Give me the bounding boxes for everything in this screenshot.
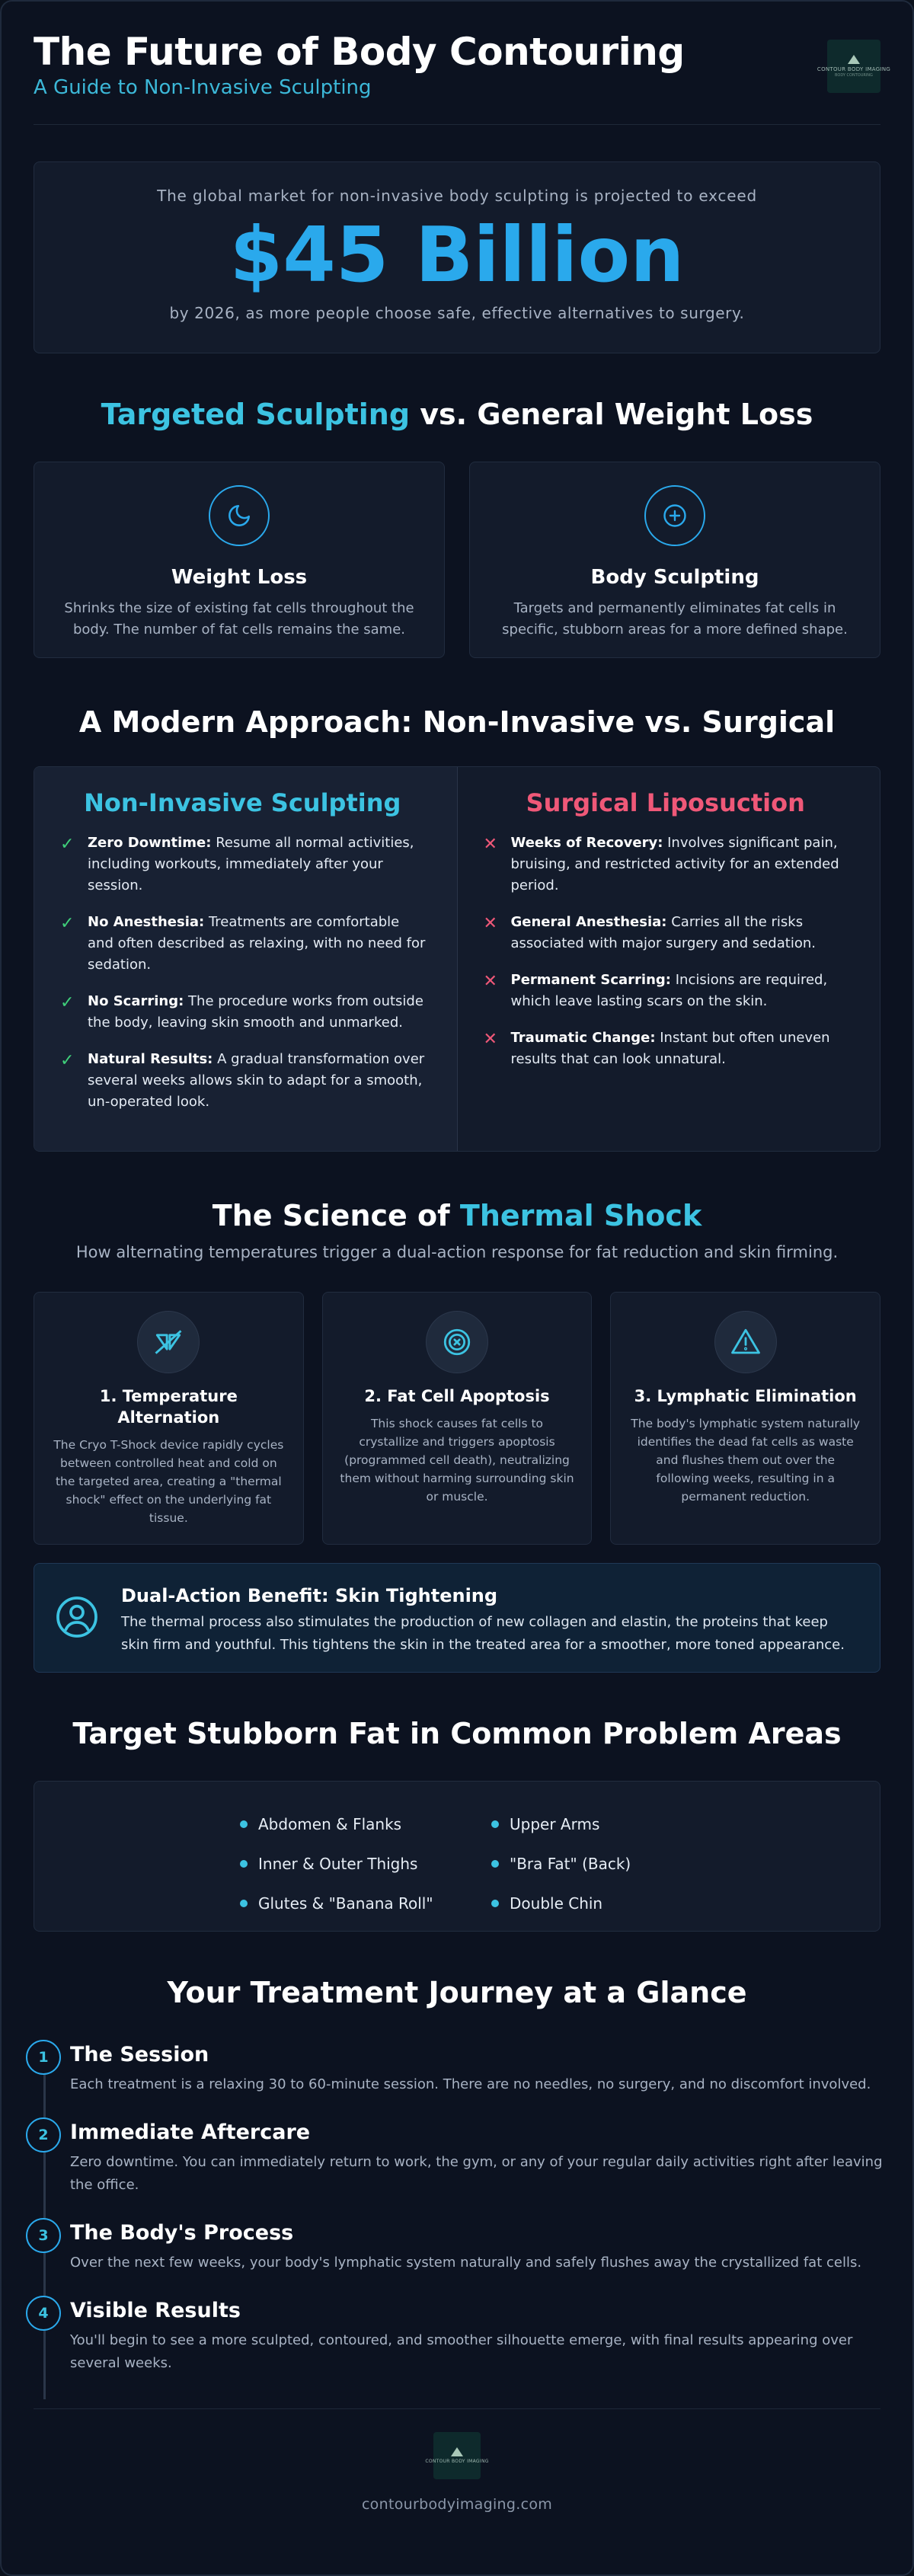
area-item — [491, 1804, 674, 1844]
surgical-item — [481, 912, 852, 954]
bullet-dot-icon — [491, 1820, 499, 1828]
science-title-pre: The Science of — [212, 1199, 460, 1232]
logo-mountain-icon — [848, 55, 860, 64]
areas-title: Target Stubborn Fat in Common Problem Areas — [72, 1717, 842, 1750]
non-invasive-desc: The procedure works from outside the body, leaving skin smooth and unmarked. — [88, 993, 423, 1031]
surgical-desc: Incisions are required, which leave lasting scars on the skin. — [510, 972, 828, 1009]
non-invasive-text — [88, 833, 428, 896]
step-desc-lymphatic: The body's lymphatic system naturally identifies the dead fat cells as waste and flushes them out over the following weeks, resulting in a permanent reduction. — [631, 1417, 861, 1504]
non-invasive-item — [57, 991, 428, 1034]
step-title-apoptosis: 2. Fat Cell Apoptosis — [364, 1387, 550, 1405]
step-desc: You'll begin to see a more sculpted, contoured, and smoother silhouette emerge, with final results appearing over several weeks. — [70, 2332, 853, 2371]
step-desc-apoptosis: This shock causes fat cells to crystallize and triggers apoptosis (programmed cell death), neutralizing them without harming surrounding skin or muscle. — [340, 1417, 574, 1504]
comparison-title-accent: Targeted Sculpting — [101, 398, 411, 431]
market-figure: $45 Billion — [229, 210, 685, 299]
area-item — [491, 1884, 674, 1923]
non-invasive-text — [88, 991, 428, 1034]
logo-text: CONTOUR BODY IMAGING — [817, 66, 891, 72]
step-card-temperature — [34, 1292, 304, 1545]
check-icon: ✓ — [60, 835, 75, 854]
step-card-apoptosis — [322, 1292, 593, 1545]
surgical-text — [511, 970, 852, 1012]
step-number-badge: 2 — [26, 2117, 61, 2153]
body-sculpting-card — [469, 462, 880, 658]
non-invasive-list — [57, 833, 428, 1113]
step-title: The Body's Process — [70, 2221, 294, 2245]
surgical-item — [481, 833, 852, 896]
market-intro: The global market for non-invasive body sculpting is projected to exceed — [157, 187, 757, 205]
surgical-desc: Involves significant pain, bruising, and restricted activity for an extended period. — [510, 835, 839, 893]
step-desc: Each treatment is a relaxing 30 to 60-minute session. There are no needles, no surgery, and no discomfort involved. — [70, 2076, 871, 2092]
surgical-text — [511, 1028, 852, 1070]
footer-logo[interactable] — [425, 2432, 489, 2479]
page-title: The Future of Body Contouring — [34, 30, 685, 74]
science-steps-row — [34, 1292, 880, 1545]
timeline-step — [26, 2296, 880, 2375]
step-title-lymphatic: 3. Lymphatic Elimination — [634, 1387, 857, 1405]
surgical-desc: Instant but often uneven results that can look unnatural. — [510, 1030, 830, 1067]
step-desc-temperature: The Cryo T-Shock device rapidly cycles between controlled heat and cold on the targeted area, creating a "thermal shock" effect on the underlying fat tissue. — [53, 1438, 284, 1525]
non-invasive-item — [57, 833, 428, 896]
area-item — [240, 1804, 455, 1844]
non-invasive-item — [57, 912, 428, 976]
timeline-step — [26, 2117, 883, 2197]
surgical-text — [511, 833, 852, 896]
plus-circle-icon — [644, 485, 705, 546]
area-label: "Bra Fat" (Back) — [510, 1855, 631, 1873]
footer-logo-text: CONTOUR BODY IMAGING — [425, 2459, 489, 2464]
surgical-label: Traumatic Change: — [510, 1030, 656, 1046]
bullet-dot-icon — [491, 1900, 499, 1907]
bullet-dot-icon — [240, 1860, 248, 1868]
flip-arrows-icon — [137, 1311, 200, 1373]
surgical-desc: Carries all the risks associated with major surgery and sedation. — [510, 914, 816, 951]
non-invasive-desc: A gradual transformation over several weeks allows skin to adapt for a smooth, un-operated look. — [88, 1051, 425, 1110]
non-invasive-heading: Non-Invasive Sculpting — [84, 788, 401, 817]
cross-icon: ✕ — [483, 914, 497, 933]
alert-triangle-icon — [714, 1311, 777, 1373]
approach-comparison-card — [34, 766, 880, 1152]
non-invasive-text — [88, 1049, 428, 1113]
area-label: Inner & Outer Thighs — [258, 1855, 418, 1873]
body-sculpting-title: Body Sculpting — [590, 566, 759, 589]
areas-right-column — [491, 1804, 674, 1931]
area-label: Double Chin — [510, 1894, 603, 1913]
surgical-item — [481, 1028, 852, 1070]
science-title-accent: Thermal Shock — [459, 1199, 702, 1232]
area-item — [240, 1844, 455, 1884]
bullet-dot-icon — [240, 1900, 248, 1907]
surgical-list — [481, 833, 852, 1070]
area-item — [240, 1884, 455, 1923]
logo-tagline: BODY CONTOURING — [835, 73, 873, 78]
cross-icon: ✕ — [483, 835, 497, 854]
step-title: Immediate Aftercare — [70, 2121, 311, 2144]
non-invasive-label: No Anesthesia: — [88, 914, 205, 930]
surgical-label: General Anesthesia: — [510, 914, 667, 930]
step-card-lymphatic — [610, 1292, 880, 1545]
non-invasive-text — [88, 912, 428, 976]
brand-logo[interactable] — [817, 40, 891, 93]
surgical-item — [481, 970, 852, 1012]
footer-url[interactable]: contourbodyimaging.com — [361, 2496, 553, 2513]
area-label: Upper Arms — [510, 1815, 600, 1833]
check-icon: ✓ — [60, 914, 75, 933]
comparison-title-rest: vs. General Weight Loss — [410, 398, 813, 431]
body-sculpting-desc: Targets and permanently eliminates fat cells in specific, stubborn areas for a more defined shape. — [502, 600, 848, 638]
page-header — [34, 2, 891, 125]
science-title — [34, 1199, 880, 1232]
journey-title: Your Treatment Journey at a Glance — [167, 1976, 747, 2009]
step-title-temperature: 1. Temperature Alternation — [99, 1387, 238, 1427]
skin-tightening-banner — [34, 1563, 880, 1673]
market-outro: by 2026, as more people choose safe, effective alternatives to surgery. — [169, 304, 745, 322]
page-footer — [34, 2408, 880, 2513]
timeline-step — [26, 2218, 880, 2274]
step-number-badge: 4 — [26, 2296, 61, 2331]
step-title: Visible Results — [70, 2299, 241, 2322]
cell-target-icon — [426, 1311, 488, 1373]
market-stat-card — [34, 161, 880, 353]
timeline-step — [26, 2040, 880, 2096]
non-invasive-column — [34, 767, 458, 1151]
journey-timeline — [2, 2040, 912, 2375]
weight-loss-title: Weight Loss — [171, 566, 308, 589]
benefit-title: Dual-Action Benefit: Skin Tightening — [121, 1585, 498, 1606]
non-invasive-label: No Scarring: — [88, 993, 184, 1009]
check-icon: ✓ — [60, 993, 75, 1012]
check-icon: ✓ — [60, 1051, 75, 1070]
areas-left-column — [240, 1804, 455, 1931]
moon-icon — [209, 485, 270, 546]
area-item — [491, 1844, 674, 1884]
surgical-text — [511, 912, 852, 954]
non-invasive-label: Zero Downtime: — [88, 835, 212, 851]
timeline-steps — [26, 2040, 883, 2375]
bullet-dot-icon — [240, 1820, 248, 1828]
step-number-badge: 3 — [26, 2218, 61, 2253]
weight-loss-card — [34, 462, 445, 658]
comparison-row — [34, 462, 880, 658]
surgical-label: Weeks of Recovery: — [510, 835, 663, 851]
non-invasive-desc: Treatments are comfortable and often described as relaxing, with no need for sedation. — [88, 914, 426, 973]
step-desc: Zero downtime. You can immediately return to work, the gym, or any of your regular daily activities right after leaving the office. — [70, 2154, 883, 2193]
logo-mountain-icon — [451, 2447, 463, 2456]
benefit-desc: The thermal process also stimulates the production of new collagen and elastin, the proteins that keep skin firm and youthful. This tightens the skin in the treated area for a smoother, more toned appearance. — [121, 1614, 845, 1653]
cross-icon: ✕ — [483, 1030, 497, 1049]
approach-title: A Modern Approach: Non-Invasive vs. Surgical — [78, 705, 836, 739]
areas-card — [34, 1781, 880, 1932]
step-desc: Over the next few weeks, your body's lymphatic system naturally and safely flushes away the crystallized fat cells. — [70, 2255, 862, 2271]
weight-loss-desc: Shrinks the size of existing fat cells throughout the body. The number of fat cells remains the same. — [64, 600, 414, 638]
surgical-column — [458, 767, 880, 1151]
cross-icon: ✕ — [483, 972, 497, 991]
step-number-badge: 1 — [26, 2040, 61, 2075]
science-subtitle: How alternating temperatures trigger a dual-action response for fat reduction and skin firming. — [75, 1243, 839, 1261]
user-circle-icon — [54, 1594, 100, 1672]
non-invasive-item — [57, 1049, 428, 1113]
bullet-dot-icon — [491, 1860, 499, 1868]
page-subtitle: A Guide to Non-Invasive Sculpting — [34, 76, 372, 99]
area-label: Glutes & "Banana Roll" — [258, 1894, 433, 1913]
comparison-title — [34, 398, 880, 431]
non-invasive-label: Natural Results: — [88, 1051, 213, 1067]
surgical-heading: Surgical Liposuction — [526, 788, 805, 817]
area-label: Abdomen & Flanks — [258, 1815, 402, 1833]
surgical-label: Permanent Scarring: — [510, 972, 671, 988]
step-title: The Session — [70, 2043, 209, 2066]
non-invasive-desc: Resume all normal activities, including workouts, immediately after your session. — [88, 835, 414, 893]
